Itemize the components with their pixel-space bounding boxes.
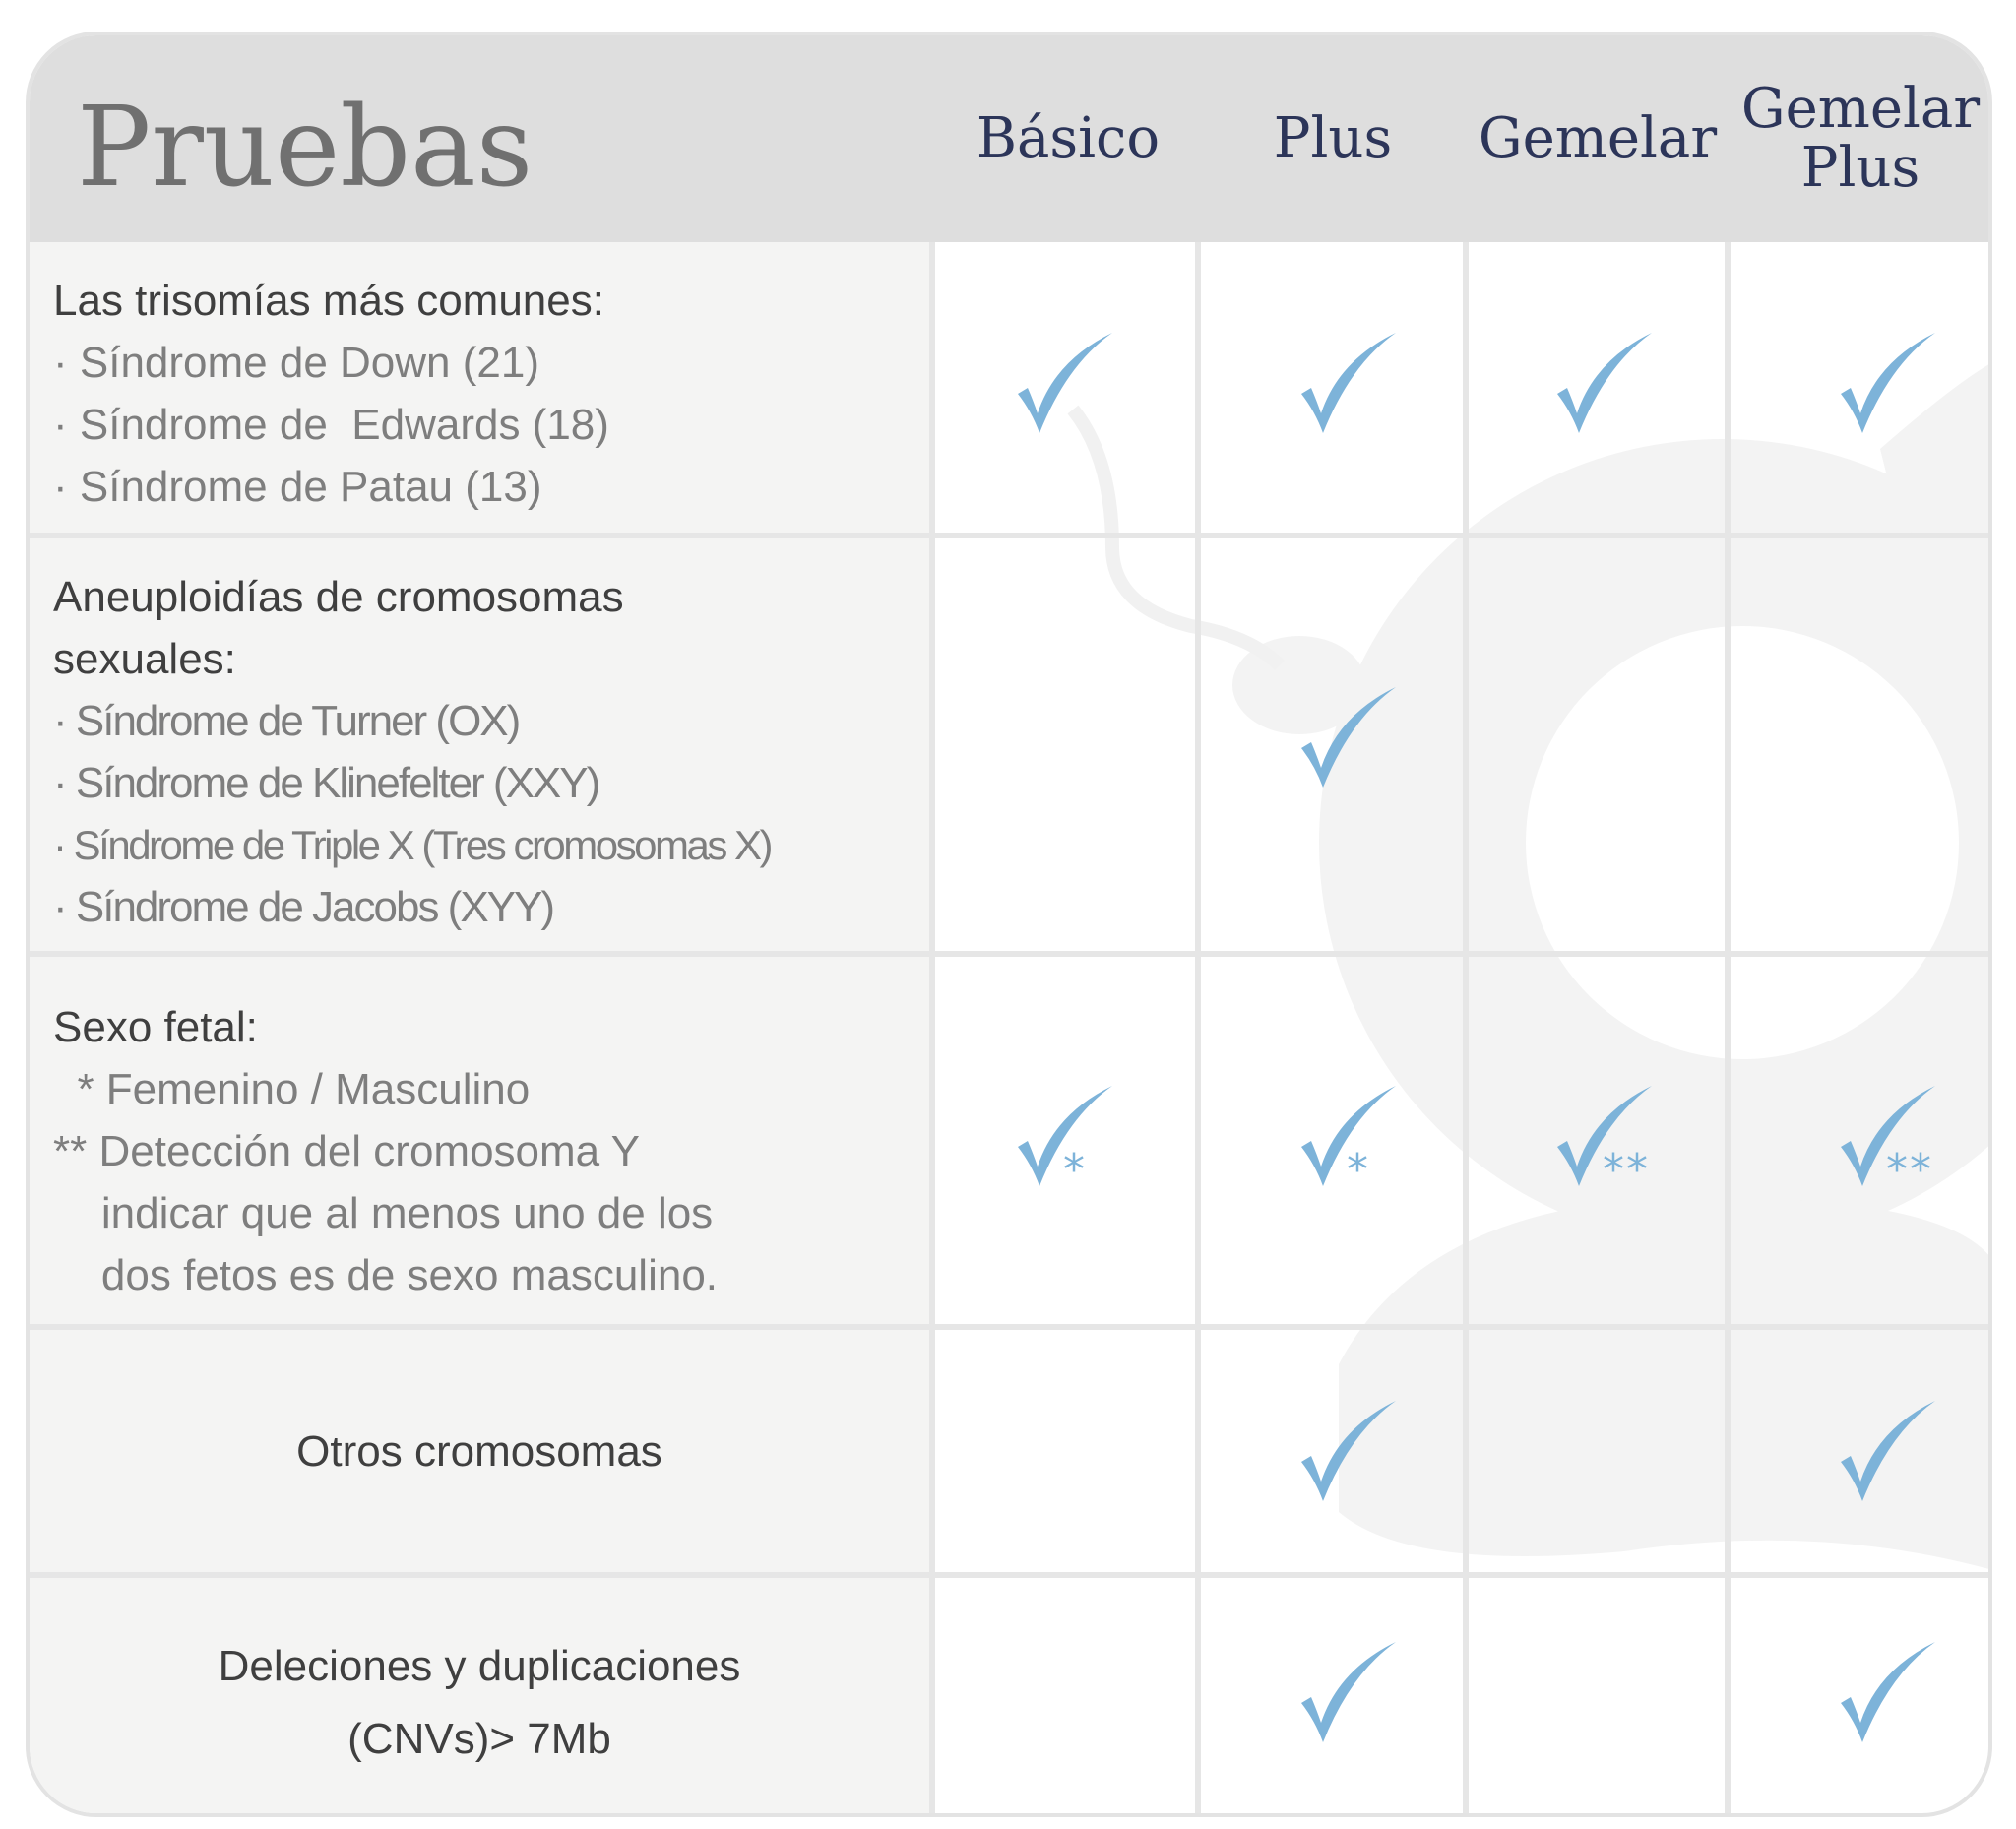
row-divider — [30, 1572, 1988, 1578]
column-heading-gemelar-plus: Gemelar Plus — [1740, 76, 1981, 200]
column-heading-gemelar: Gemelar — [1478, 105, 1718, 170]
row-label-cell — [30, 957, 929, 1324]
column-divider — [1463, 242, 1469, 1817]
list-item: · Síndrome de Turner (OX) — [53, 697, 520, 745]
list-item: * Femenino / Masculino — [53, 1065, 531, 1113]
row-divider — [30, 1324, 1988, 1330]
row-subheading: (CNVs)> 7Mb — [347, 1714, 611, 1763]
comparison-table — [26, 32, 1992, 1817]
table-row — [30, 242, 1988, 533]
row-divider — [30, 533, 1988, 538]
row-heading: Sexo fetal: — [53, 1003, 258, 1051]
list-item: ** Detección del cromosoma Y — [53, 1127, 640, 1175]
row-label-cell — [30, 1578, 929, 1817]
footnote-mark: ** — [1886, 1145, 1933, 1195]
check-icon — [1299, 1640, 1398, 1743]
list-item: · Síndrome de Patau (13) — [53, 463, 542, 511]
row-heading: Las trisomías más comunes: — [53, 277, 604, 325]
footnote-mark: * — [1347, 1145, 1370, 1195]
column-divider — [1725, 242, 1731, 1817]
table-row — [30, 957, 1988, 1324]
check-icon — [1839, 1640, 1937, 1743]
row-label-cell — [30, 1330, 929, 1572]
check-icon — [1555, 331, 1654, 434]
list-item: dos fetos es de sexo masculino. — [53, 1251, 719, 1299]
list-item: indicar que al menos uno de los — [53, 1189, 714, 1237]
row-label-cell — [30, 242, 929, 533]
list-item: · Síndrome de Down (21) — [53, 339, 539, 387]
list-item: · Síndrome de Jacobs (XYY) — [53, 883, 554, 931]
row-heading: Deleciones y duplicaciones — [218, 1641, 741, 1690]
row-divider — [30, 951, 1988, 957]
table-header — [30, 35, 1988, 242]
column-heading-basico: Básico — [976, 105, 1161, 170]
check-icon — [1839, 331, 1937, 434]
row-heading: Otros cromosomas — [296, 1426, 662, 1476]
list-item: · Síndrome de Triple X (Tres cromosomas X) — [53, 822, 772, 868]
column-divider — [1195, 242, 1201, 1817]
footnote-mark: * — [1063, 1145, 1087, 1195]
table-row — [30, 538, 1988, 951]
table-row — [30, 1578, 1988, 1817]
table-row — [30, 1330, 1988, 1572]
check-icon — [1016, 331, 1114, 434]
row-heading: Aneuploidías de cromosomas sexuales: — [53, 573, 624, 683]
column-heading-plus: Plus — [1273, 105, 1393, 170]
check-icon — [1299, 685, 1398, 788]
footnote-mark: ** — [1603, 1145, 1650, 1195]
check-icon — [1299, 1399, 1398, 1502]
row-label-cell — [30, 538, 929, 951]
check-icon — [1299, 331, 1398, 434]
table-title: Pruebas — [77, 84, 534, 212]
list-item: · Síndrome de Edwards (18) — [53, 401, 609, 449]
list-item: · Síndrome de Klinefelter (XXY) — [53, 759, 599, 807]
column-divider — [929, 242, 935, 1817]
check-icon — [1839, 1399, 1937, 1502]
